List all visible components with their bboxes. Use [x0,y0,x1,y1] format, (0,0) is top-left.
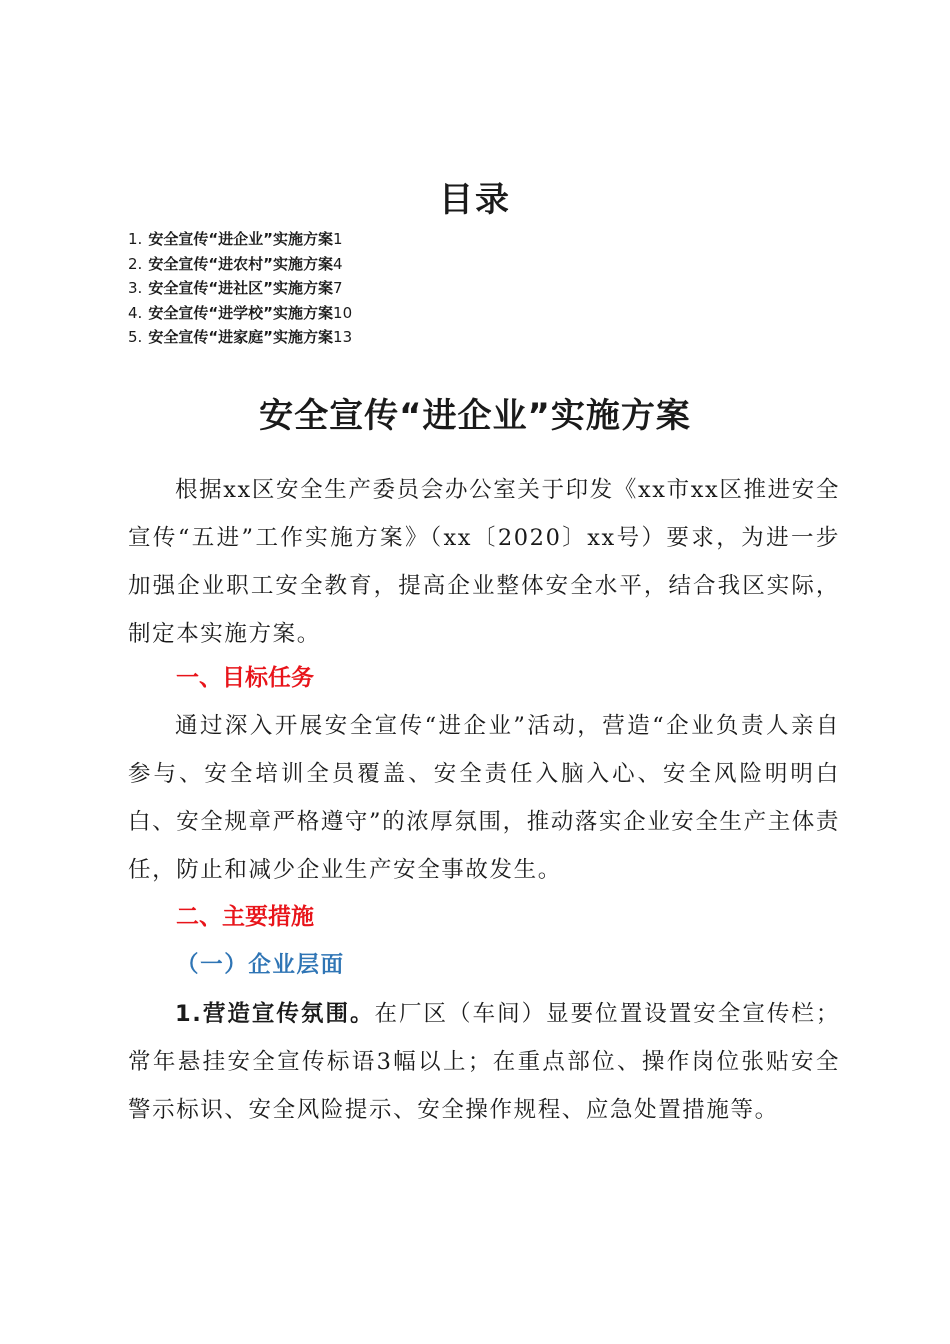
toc-item[interactable] [128,325,352,350]
toc-item-number: 3. [128,279,143,297]
toc-item[interactable] [128,252,352,277]
toc-item-page: 4 [333,254,343,273]
section-heading-measures: 二、主要措施 [176,904,314,930]
toc-item-text: 安全宣传“进企业”实施方案 [148,230,334,248]
section-heading-goals: 一、目标任务 [176,665,314,691]
toc-item-text: 安全宣传“进农村”实施方案 [148,254,334,273]
toc-item-number: 2. [128,254,143,273]
measure-item-1-lead: 1.营造宣传氛围。 [175,1001,375,1027]
measure-item-1-body: 在厂区（车间）显要位置设置安全宣传栏；常年悬挂安全宣传标语3幅以上；在重点部位、操作岗位张贴安全警示标识、安全风险提示、安全操作规程、应急处置措施等。 [128,1001,840,1123]
toc-item[interactable] [128,276,352,301]
toc-item-number: 1. [128,230,143,248]
toc-item-number: 5. [128,328,143,346]
toc-item-text: 安全宣传“进学校”实施方案 [148,303,334,322]
toc-item-page: 1 [333,230,343,248]
goals-paragraph: 通过深入开展安全宣传“进企业”活动，营造“企业负责人亲自参与、安全培训全员覆盖、安全责任入脑入心、安全风险明明白白、安全规章严格遵守”的浓厚氛围，推动落实企业安全生产主体责任，防止和减少企业生产安全事故发生。 [128,713,841,883]
toc-item-page: 13 [333,328,353,346]
toc-item-page: 10 [333,303,353,322]
toc-item-number: 4. [128,303,143,322]
intro-paragraph: 根据xx区安全生产委员会办公室关于印发《xx市xx区推进安全宣传“五进”工作实施方案》（xx〔2020〕xx号）要求，为进一步加强企业职工安全教育，提高企业整体安全水平，结合我区实际，制定本实施方案。 [128,477,840,647]
toc-item-text: 安全宣传“进社区”实施方案 [148,279,334,297]
document-title: 安全宣传“进企业”实施方案 [259,396,691,436]
toc-item[interactable] [128,301,352,326]
toc-item[interactable] [128,227,352,252]
toc-item-page: 7 [333,279,343,297]
subheading-enterprise-level: （一）企业层面 [176,952,345,978]
toc-title: 目录 [439,180,511,220]
measure-item-1 [128,990,840,1134]
toc-item-text: 安全宣传“进家庭”实施方案 [148,328,334,346]
toc-list [128,227,352,350]
